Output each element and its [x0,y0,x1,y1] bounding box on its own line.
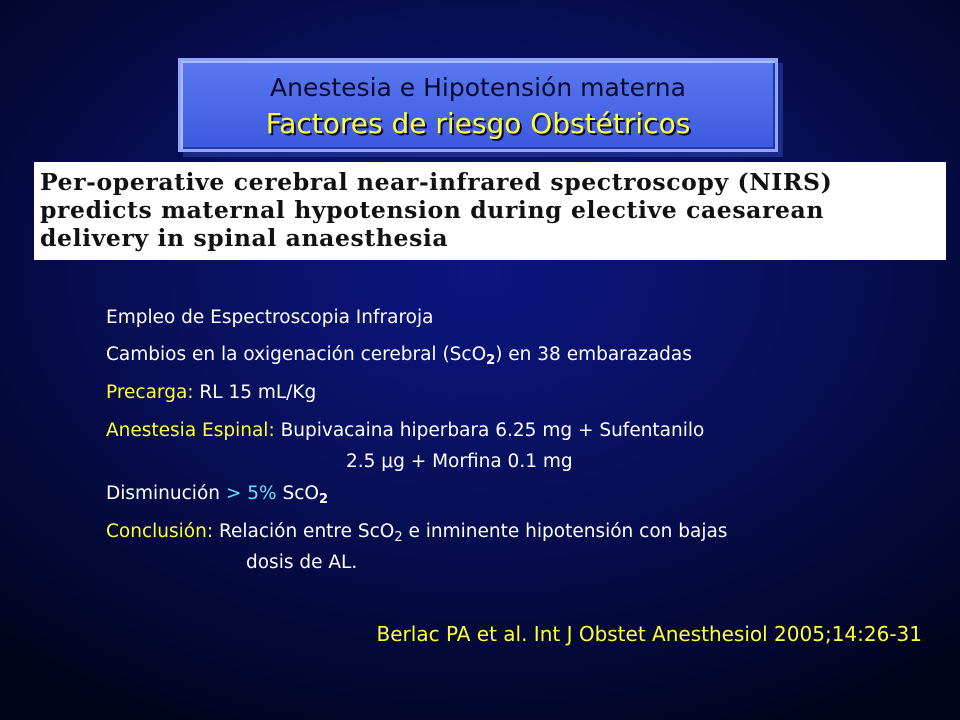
slide-title: Anestesia e Hipotensión materna [270,73,686,102]
body-line-conclusion [106,521,727,545]
body-line-spinal [106,420,704,441]
paper-title-line-2: predicts maternal hypotension during elective caesarean [40,196,825,224]
body-line-decrease [106,483,328,507]
conclusion-text-a: Relación entre ScO [213,521,395,542]
body-line-preload [106,382,316,403]
body-line-method [106,307,433,328]
decrease-text-a: Disminución [106,483,226,504]
spinal-value-cont: 2.5 μg + Morfina 0.1 mg [346,451,573,472]
paper-title-line-1: Per-operative cerebral near-infrared spectroscopy (NIRS) [40,168,833,196]
conclusion-label: Conclusión: [106,521,214,542]
changes-subscript: 2 [486,353,496,368]
changes-text-b: ) en 38 embarazadas [495,344,692,365]
decrease-threshold: > 5% [225,483,277,504]
conclusion-text-b: e inminente hipotensión con bajas [402,521,728,542]
conclusion-text-cont: dosis de AL. [246,552,358,573]
body-line-spinal-cont [346,451,573,472]
citation: Berlac PA et al. Int J Obstet Anesthesiol 2005;14:26-31 [376,622,922,646]
slide-subtitle: Factores de riesgo Obstétricos [265,107,691,140]
decrease-text-c: ScO [276,483,319,504]
spinal-value: Bupivacaina hiperbara 6.25 mg + Sufentanilo [274,420,705,441]
paper-title-line-3: delivery in spinal anaesthesia [40,224,449,252]
spinal-label: Anestesia Espinal: [106,420,275,441]
decrease-subscript: 2 [318,492,329,507]
method-text: Empleo de Espectroscopia Infraroja [106,307,434,328]
changes-text-a: Cambios en la oxigenación cerebral (ScO [106,344,487,365]
preload-value: RL 15 mL/Kg [193,382,317,403]
slide-title-box [178,58,778,152]
body-line-conclusion-cont [246,552,357,573]
preload-label: Precarga: [106,382,194,403]
conclusion-subscript: 2 [394,530,403,545]
body-line-changes [106,344,692,368]
paper-title-image [34,162,946,260]
